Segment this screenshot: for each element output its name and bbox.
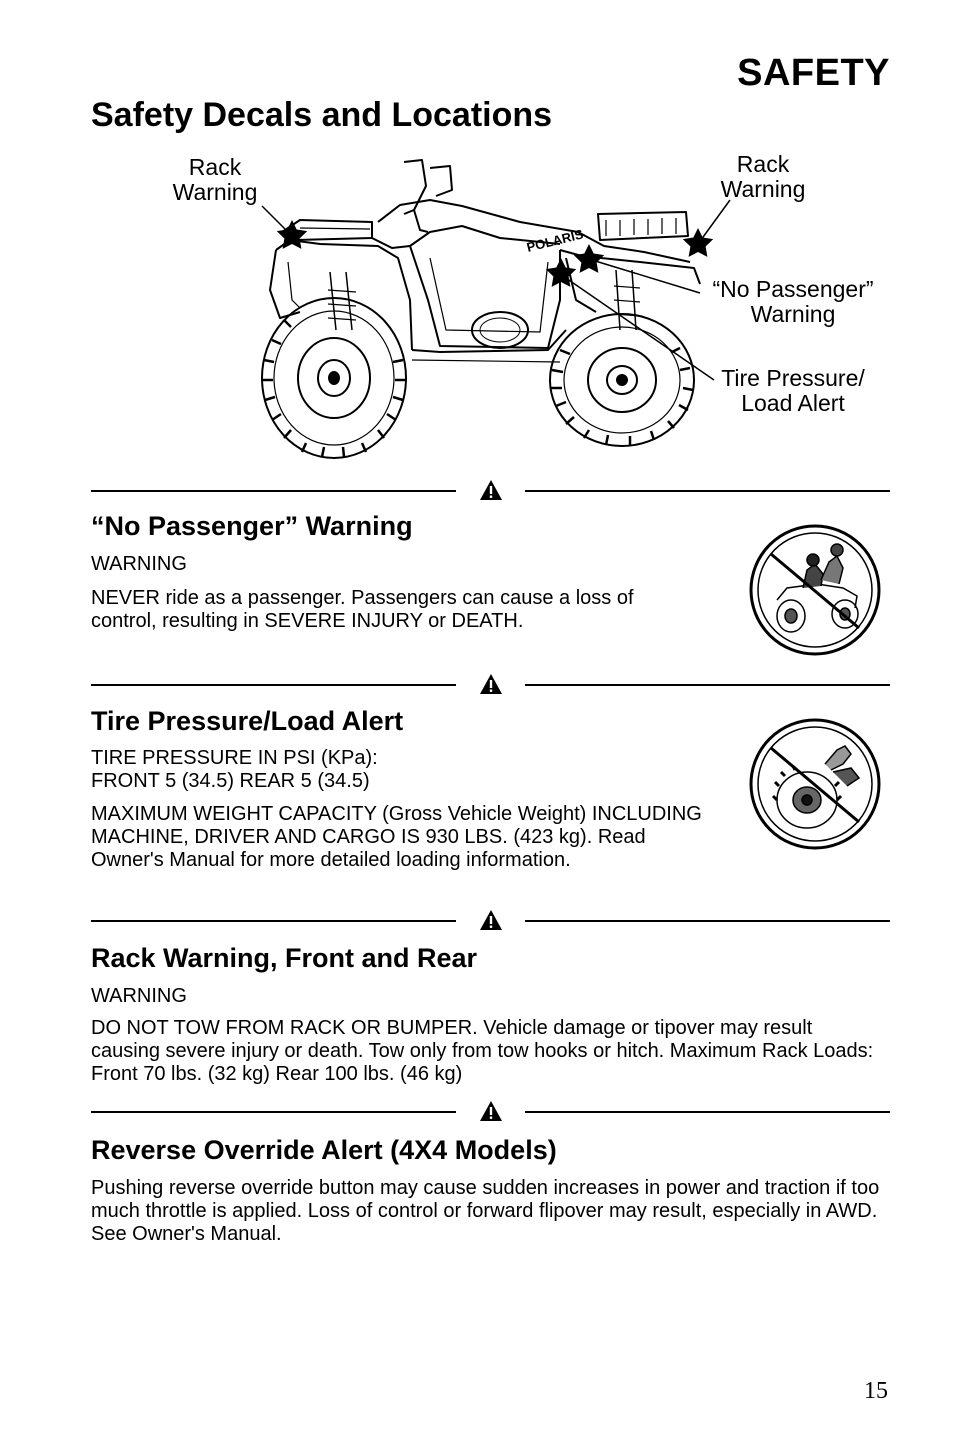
warning-divider: [91, 672, 890, 698]
warning-triangle-icon: [478, 1099, 504, 1123]
rack-warning-label: WARNING: [91, 985, 187, 1007]
warning-divider: [91, 478, 890, 504]
reverse-override-text: Pushing reverse override button may cause sudden increases in power and traction if too much throttle is applied. Loss of control or forward flipover may result, especially in AWD. See Owner's Manual.: [91, 1177, 880, 1245]
tire-pressure-text: MAXIMUM WEIGHT CAPACITY (Gross Vehicle Weight) INCLUDING MACHINE, DRIVER AND CARGO IS 930 LBS. (423 kg). Read Owner's Manual for more detailed loading information.: [91, 803, 702, 871]
decal-star-no-passenger: [574, 244, 604, 273]
no-passenger-text: NEVER ride as a passenger. Passengers can cause a loss of control, resulting in SEVERE INJURY or DEATH.: [91, 587, 634, 632]
rack-warning-heading: Rack Warning, Front and Rear: [91, 943, 478, 973]
no-passenger-label: WARNING: [91, 553, 187, 575]
tire-pressure-line2: FRONT 5 (34.5) REAR 5 (34.5): [91, 770, 370, 792]
callout-tire-pressure: Tire Pressure/ Load Alert: [721, 365, 865, 416]
warning-triangle-icon: [478, 672, 504, 696]
callout-no-passenger: “No Passenger” Warning: [712, 276, 874, 327]
tire-pressure-line1: TIRE PRESSURE IN PSI (KPa):: [91, 747, 378, 769]
tire-load-decal-icon: [747, 716, 883, 852]
warning-triangle-icon: [478, 478, 504, 502]
atv-illustration: [0, 0, 954, 470]
section-header: SAFETY: [737, 52, 890, 94]
page-number: 15: [864, 1378, 888, 1404]
reverse-override-heading: Reverse Override Alert (4X4 Models): [91, 1135, 557, 1165]
warning-triangle-icon: [478, 908, 504, 932]
callout-rack-rear: Rack Warning: [720, 151, 806, 202]
callout-rack-front: Rack Warning: [172, 154, 258, 205]
vehicle-brand: POLARIS: [525, 226, 585, 255]
no-passenger-decal-icon: [747, 522, 883, 658]
rack-warning-text: DO NOT TOW FROM RACK OR BUMPER. Vehicle damage or tipover may result causing severe injury or death. Tow only from tow hooks or hitch. Maximum Rack Loads: Front 70 lbs. (32 kg) Rear 100 lbs. (46 kg): [91, 1017, 874, 1085]
page-title: Safety Decals and Locations: [91, 96, 553, 134]
no-passenger-heading: “No Passenger” Warning: [91, 511, 413, 541]
warning-divider: [91, 1099, 890, 1125]
tire-pressure-heading: Tire Pressure/Load Alert: [91, 706, 404, 736]
warning-divider: [91, 908, 890, 934]
